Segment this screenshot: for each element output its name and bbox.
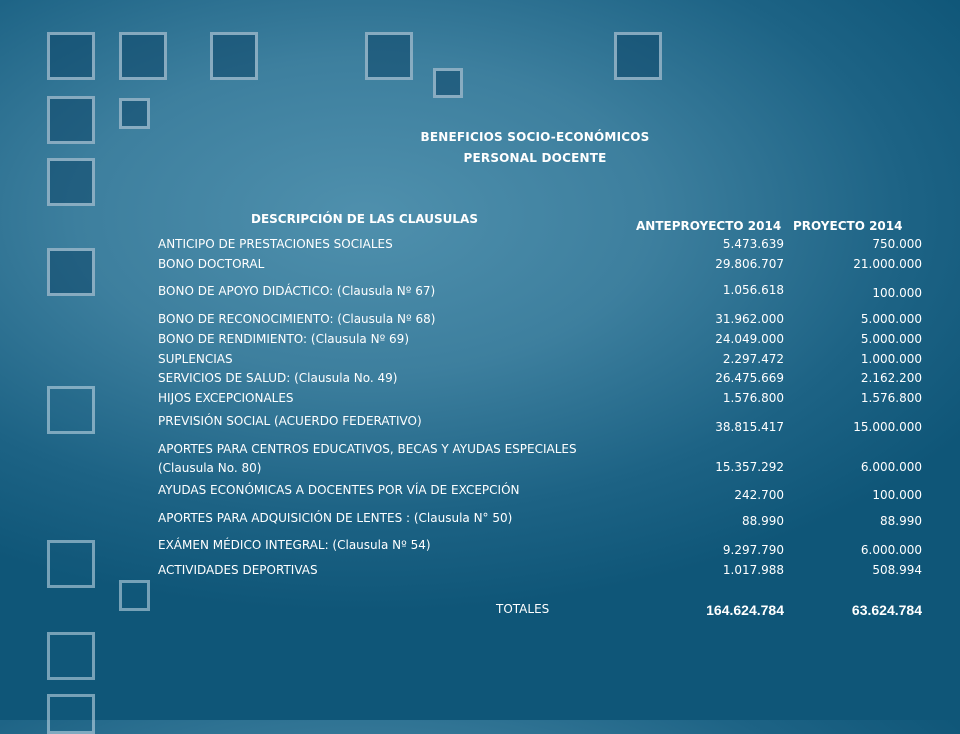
row-anteproyecto: 1.017.988 [722,563,784,577]
row-anteproyecto: 242.700 [734,488,784,502]
row-proyecto: 5.000.000 [860,332,922,346]
row-anteproyecto: 88.990 [742,514,784,528]
decor-square [433,68,463,98]
row-anteproyecto: 26.475.669 [715,371,784,385]
totals-anteproyecto: 164.624.784 [706,602,784,618]
row-proyecto: 100.000 [872,286,922,300]
row-anteproyecto: 38.815.417 [715,420,784,434]
row-proyecto: 100.000 [872,488,922,502]
totals-proyecto: 63.624.784 [851,602,922,618]
row-anteproyecto: 5.473.639 [722,237,784,251]
row-proyecto: 2.162.200 [860,371,922,385]
row-label: APORTES PARA CENTROS EDUCATIVOS, BECAS Y AYUDAS ESPECIALES (Clausula No. 80) [158,442,577,475]
row-label: ACTIVIDADES DEPORTIVAS [158,563,318,577]
row-label: SERVICIOS DE SALUD: (Clausula No. 49) [158,371,398,385]
row-proyecto: 508.994 [872,563,922,577]
row-anteproyecto: 29.806.707 [715,257,784,271]
page-subtitle: PERSONAL DOCENTE [463,151,607,165]
row-anteproyecto: 15.357.292 [715,460,784,474]
row-proyecto: 1.000.000 [860,352,922,366]
row-label: BONO DE RECONOCIMIENTO: (Clausula Nº 68) [158,312,436,326]
decor-square [210,32,258,80]
decor-square [47,32,95,80]
row-anteproyecto: 9.297.790 [722,543,784,557]
row-proyecto: 750.000 [872,237,922,251]
decor-square [119,580,150,611]
page-title: BENEFICIOS SOCIO-ECONÓMICOS [420,130,650,144]
decor-square [614,32,662,80]
decor-square [47,694,95,734]
row-proyecto: 15.000.000 [853,420,922,434]
decor-square [47,386,95,434]
decor-square [119,32,167,80]
decor-square [47,632,95,680]
row-label: BONO DOCTORAL [158,257,265,271]
row-proyecto: 1.576.800 [860,391,922,405]
table-row [158,440,922,480]
row-anteproyecto: 31.962.000 [715,312,784,326]
row-proyecto: 6.000.000 [860,543,922,557]
totals-label: TOTALES [496,602,550,616]
row-anteproyecto: 24.049.000 [715,332,784,346]
header-proyecto: PROYECTO 2014 [793,219,903,233]
decor-square [47,540,95,588]
row-label: BONO DE APOYO DIDÁCTICO: (Clausula Nº 67) [158,284,436,298]
row-label: HIJOS EXCEPCIONALES [158,391,294,405]
row-label: AYUDAS ECONÓMICAS A DOCENTES POR VÍA DE EXCEPCIÓN [158,483,520,497]
header-anteproyecto: ANTEPROYECTO 2014 [636,219,782,233]
row-label: EXÁMEN MÉDICO INTEGRAL: (Clausula Nº 54) [158,538,431,552]
decor-square [47,158,95,206]
row-label: PREVISIÓN SOCIAL (ACUERDO FEDERATIVO) [158,414,422,428]
header-description: DESCRIPCIÓN DE LAS CLAUSULAS [251,212,478,226]
row-label: ANTICIPO DE PRESTACIONES SOCIALES [158,237,393,251]
row-proyecto: 5.000.000 [860,312,922,326]
decor-square [119,98,150,129]
row-proyecto: 21.000.000 [853,257,922,271]
row-anteproyecto: 1.576.800 [722,391,784,405]
decor-square [365,32,413,80]
row-label: SUPLENCIAS [158,352,233,366]
row-proyecto: 6.000.000 [860,460,922,474]
row-label: APORTES PARA ADQUISICIÓN DE LENTES : (Clausula N° 50) [158,511,513,525]
row-proyecto: 88.990 [880,514,922,528]
row-anteproyecto: 1.056.618 [722,283,784,297]
row-anteproyecto: 2.297.472 [722,352,784,366]
decor-square [47,248,95,296]
row-label: BONO DE RENDIMIENTO: (Clausula Nº 69) [158,332,409,346]
